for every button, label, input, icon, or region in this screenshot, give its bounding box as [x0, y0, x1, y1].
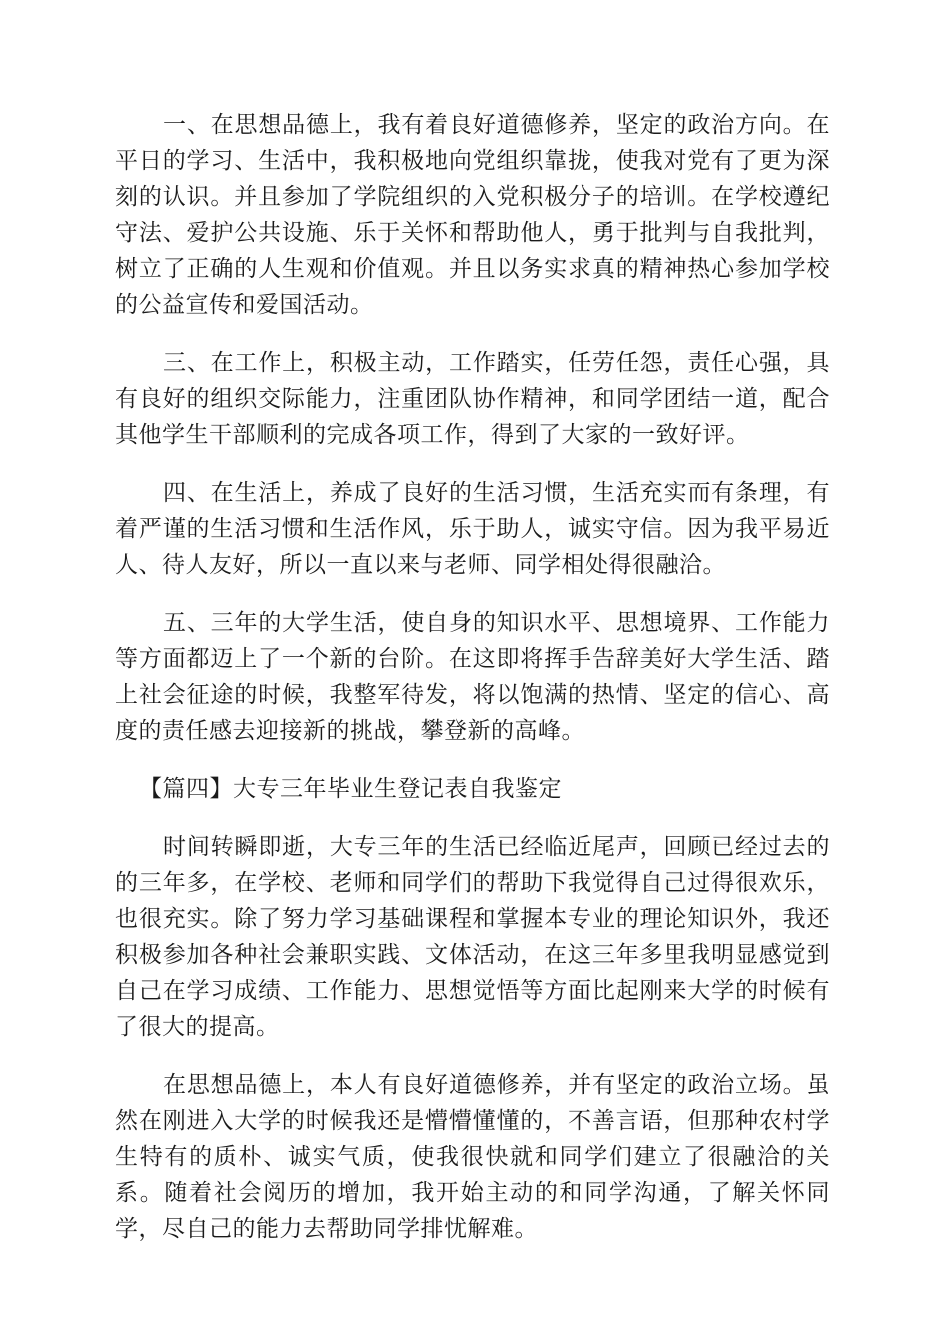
paragraph-work: 三、在工作上，积极主动，工作踏实，任劳任怨，责任心强，具有良好的组织交际能力，注重团队协作精神，和同学团结一道，配合其他学生干部顺利的完成各项工作，得到了大家的一致好评。 — [115, 350, 830, 448]
paragraph-ideology: 一、在思想品德上，我有着良好道德修养，坚定的政治方向。在平日的学习、生活中，我积极地向党组织靠拢，使我对党有了更为深刻的认识。并且参加了学院组织的入党积极分子的培训。在学校遵纪守法、爱护公共设施、乐于关怀和帮助他人，勇于批判与自我批判，树立了正确的人生观和价值观。并且以务实求真的精神热心参加学校的公益宣传和爱国活动。 — [115, 112, 830, 318]
section-heading: 【篇四】大专三年毕业生登记表自我鉴定 — [139, 776, 562, 802]
paragraph-life: 四、在生活上，养成了良好的生活习惯，生活充实而有条理，有着严谨的生活习惯和生活作风，乐于助人，诚实守信。因为我平易近人、待人友好，所以一直以来与老师、同学相处得很融洽。 — [115, 480, 830, 578]
paragraph-moral: 在思想品德上，本人有良好道德修养，并有坚定的政治立场。虽然在刚进入大学的时候我还是懵懵懂懂的，不善言语，但那种农村学生特有的质朴、诚实气质，使我很快就和同学们建立了很融洽的关系。随着社会阅历的增加，我开始主动的和同学沟通，了解关怀同学，尽自己的能力去帮助同学排忧解难。 — [115, 1072, 830, 1242]
document-body — [115, 107, 830, 1269]
paragraph-summary: 五、三年的大学生活，使自身的知识水平、思想境界、工作能力等方面都迈上了一个新的台阶。在这即将挥手告辞美好大学生活、踏上社会征途的时候，我整军待发，将以饱满的热情、坚定的信心、高度的责任感去迎接新的挑战，攀登新的高峰。 — [115, 610, 830, 744]
paragraph-intro: 时间转瞬即逝，大专三年的生活已经临近尾声，回顾已经过去的的三年多，在学校、老师和同学们的帮助下我觉得自己过得很欢乐，也很充实。除了努力学习基础课程和掌握本专业的理论知识外，我还积极参加各种社会兼职实践、文体活动，在这三年多里我明显感觉到自己在学习成绩、工作能力、思想觉悟等方面比起刚来大学的时候有了很大的提高。 — [115, 834, 830, 1040]
